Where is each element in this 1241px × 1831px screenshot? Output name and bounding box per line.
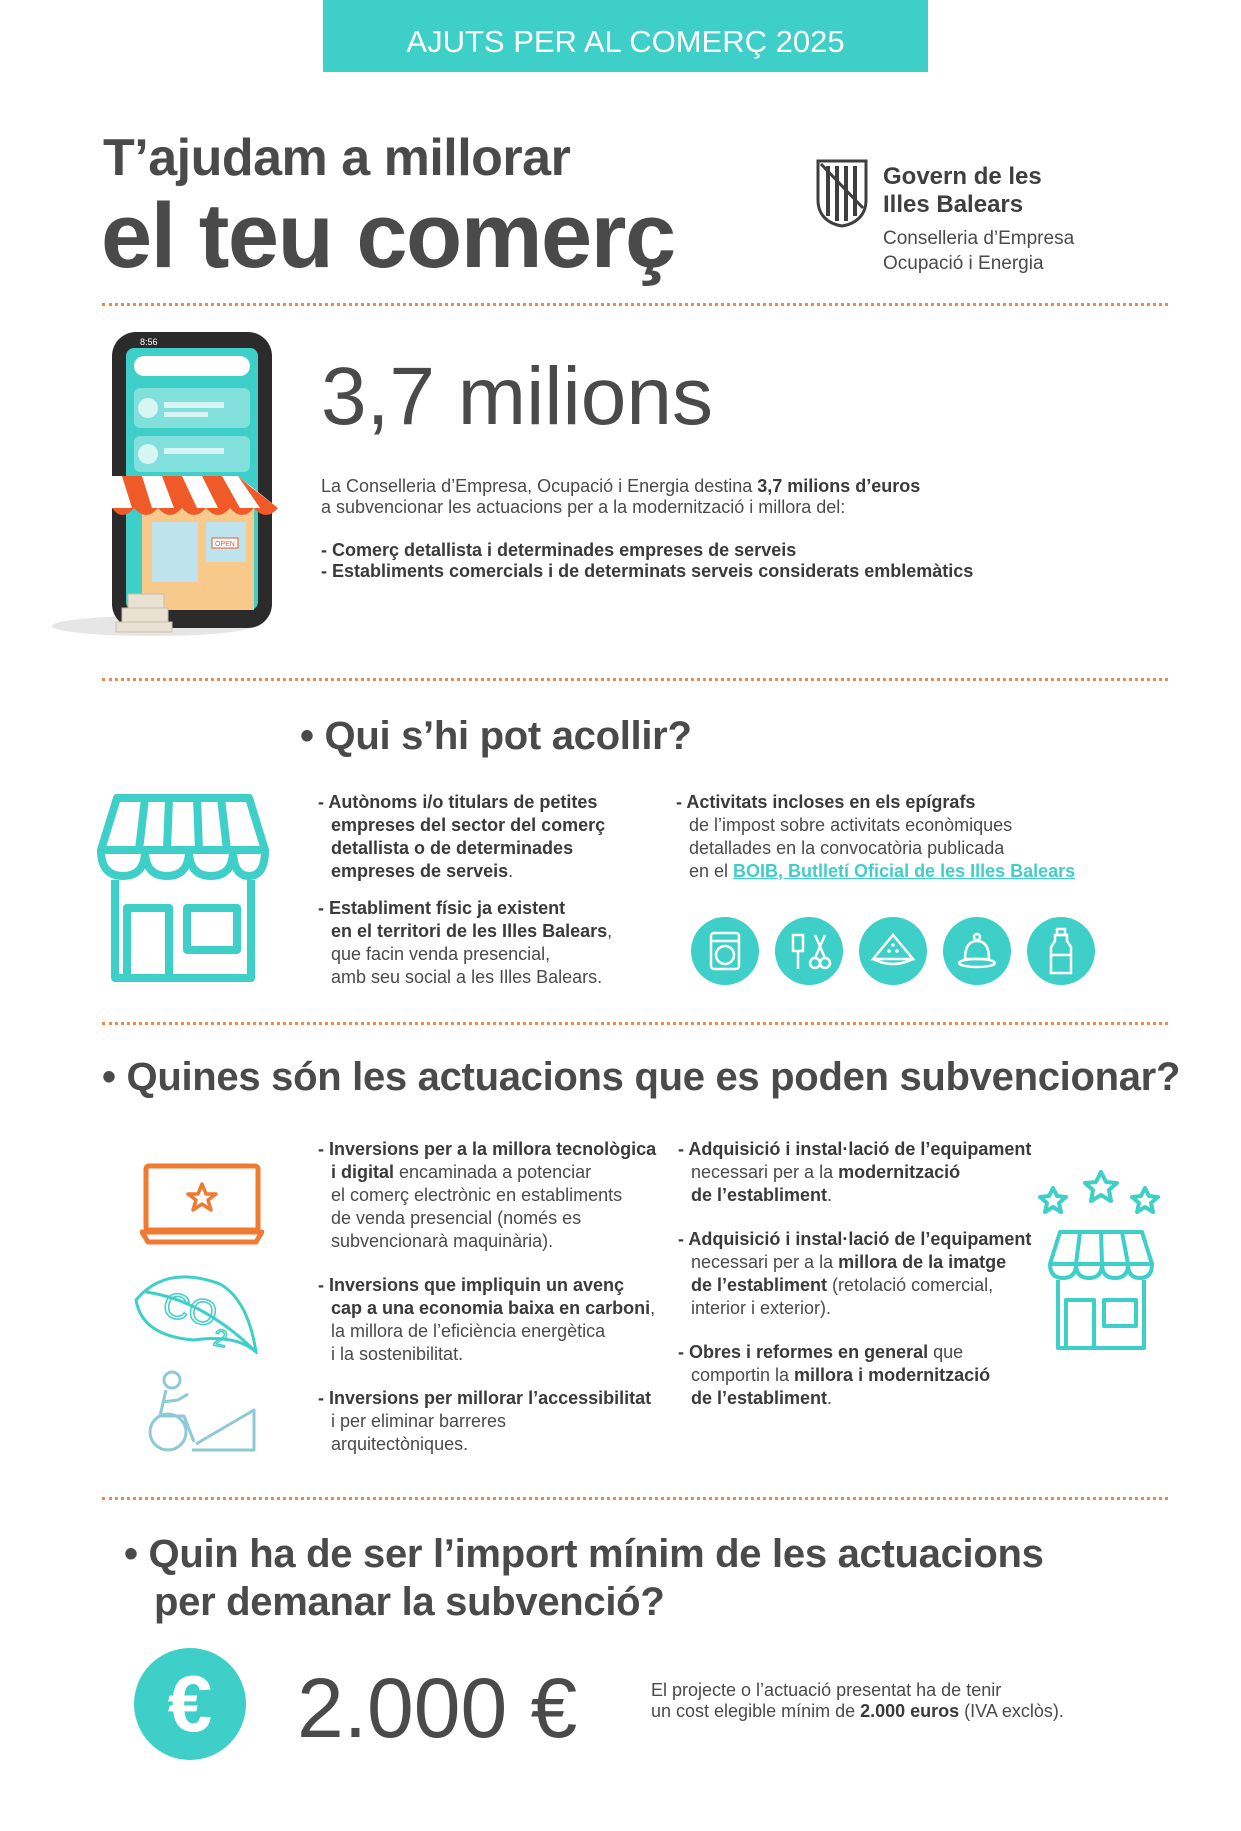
list-item: - Autònoms i/o titulars de petites empreses del sector del comerç detallista o de determinades empreses de serveis. [318,792,606,881]
wheelchair-ramp-icon [144,1370,258,1454]
banner-text: AJUTS PER AL COMERÇ 2025 [406,24,845,59]
who-list-right [676,791,1146,897]
who-heading: • Qui s’hi pot acollir? [300,714,692,758]
shop-sign: OPEN [215,541,235,548]
list-item: - Comerç detallista i determinades empreses de serveis [321,540,797,560]
smartphone-shop-illustration-icon [42,326,282,646]
list-item: - Inversions per a la millora tecnològica i digital encaminada a potenciar el comerç electrònic en establiments de venda presencial (només es subvencionarà maquinària). [318,1139,657,1251]
list-item: - Adquisició i instal·lació de l’equipament necessari per a la millora de la imatge de l’establiment (retolació comercial, interior i exterior). [678,1229,1032,1318]
minimum-heading: • Quin ha de ser l’import mínim de les actuacions per demanar la subvenció? [124,1532,1044,1624]
budget-list [321,540,1141,582]
list-item: - Inversions que impliquin un avenç cap a una economia baixa en carboni, la millora de l’eficiència energètica i la sostenibilitat. [318,1275,656,1364]
actions-heading: • Quines són les actuacions que es poden subvencionar? [102,1055,1181,1099]
who-list-left [318,791,658,1003]
budget-paragraph: La Conselleria d’Empresa, Ocupació i Energia destina 3,7 milions d’euros a subvencionar les actuacions per a la modernització i millora del: [321,476,921,517]
list-item: - Obres i reformes en general que comportin la millora i modernització de l’establiment. [678,1342,991,1408]
top-banner [323,0,928,72]
list-item: - Adquisició i instal·lació de l’equipament necessari per a la modernització de l’establiment. [678,1139,1032,1205]
minimum-amount: 2.000 € [297,1661,578,1755]
euro-symbol: € [167,1659,213,1748]
list-item: - Establiments comercials i de determinats serveis considerats emblemàtics [321,561,974,581]
co2-leaf-icon [132,1270,260,1354]
pudding-icon [943,917,1011,985]
shop-stars-icon [1038,1168,1164,1354]
phone-time: 8:56 [140,337,158,347]
list-item: - Establiment físic ja existent en el territori de les Illes Balears, que facin venda presencial, amb seu social a les Illes Balears. [318,898,613,987]
budget-headline: 3,7 milions [321,351,713,442]
divider [102,1497,1168,1500]
co2-label: CO [159,1283,221,1335]
shop-icon [93,790,273,984]
divider [102,1022,1168,1025]
actions-list-left [318,1138,688,1470]
co2-subscript: 2 [210,1324,230,1354]
laptop-star-icon [140,1162,264,1246]
hairdresser-tools-icon [775,917,843,985]
euro-icon [134,1648,246,1760]
title-line-2: el teu comerç [101,185,675,287]
title-line-1: T’ajudam a millorar [103,129,571,187]
boib-link[interactable]: BOIB, Butlletí Oficial de les Illes Balears [733,861,1076,881]
divider [102,303,1168,306]
bottle-icon [1027,917,1095,985]
washing-machine-icon [691,917,759,985]
minimum-text: El projecte o l’actuació presentat ha de tenir un cost elegible mínim de 2.000 euros (IVA exclòs). [651,1680,1064,1721]
actions-list-right [678,1138,1038,1424]
list-item: - Activitats incloses en els epígrafs de l’impost sobre activitats econòmiques detallades en la convocatòria publicada en el BOIB, Butlletí Oficial de les Illes Balears [676,792,1076,881]
govern-shield-logo-icon [815,158,869,228]
list-item: - Inversions per millorar l’accessibilitat i per eliminar barreres arquitectòniques. [318,1388,652,1454]
watermelon-icon [859,917,927,985]
divider [102,678,1168,681]
logo-name: Govern de les Illes Balears [883,163,1042,218]
logo-department: Conselleria d’Empresa Ocupació i Energia [883,228,1075,274]
